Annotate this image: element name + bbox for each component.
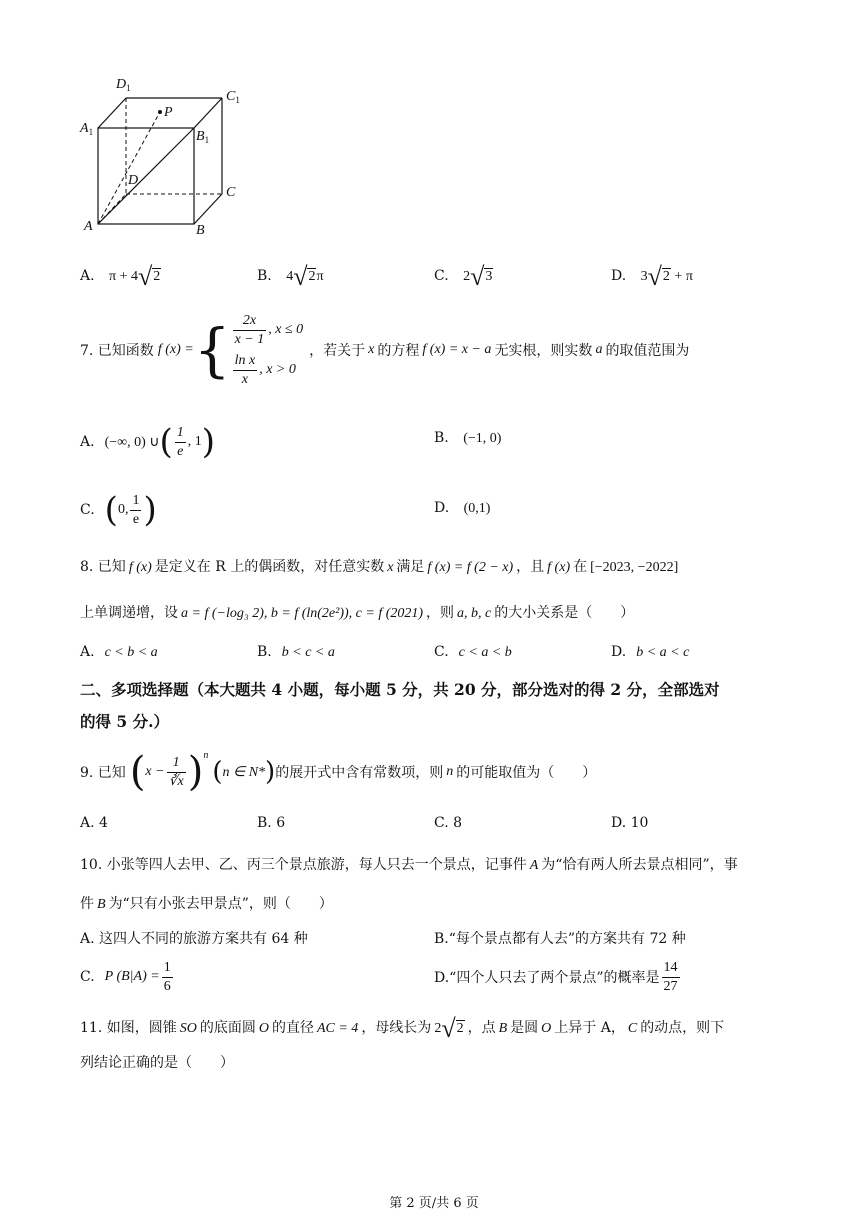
label-d: D bbox=[128, 173, 139, 188]
q6-option-b: B. 4√2π bbox=[257, 262, 324, 291]
q7-option-c: C. ( 0, $\frac{1}{e}$ ) bbox=[80, 490, 157, 530]
label-a1: $A_1$ bbox=[80, 121, 94, 137]
q8-option-d: D. b < a < c bbox=[611, 644, 690, 660]
q9-option-c: C. 8 bbox=[434, 815, 463, 831]
label-b: B bbox=[196, 223, 205, 238]
label-c1: $C_1$ bbox=[226, 89, 240, 105]
q10-option-b: B.“每个景点都有人去”的方案共有 72 种 bbox=[434, 931, 686, 947]
q6-option-d: D. 3√2 + π bbox=[611, 262, 693, 291]
q7-option-a: A. (−∞, 0) ∪ ( $\frac{1}{e}$ , 1 ) bbox=[80, 422, 216, 462]
label-d1: $D_1$ bbox=[116, 77, 131, 93]
q11-line1: 11. 如图，圆锥 SO 的底面圆 O 的直径 AC = 4 ，母线长为 2√2 ，点 B 是圆 O 上异于 A， C 的动点，则下 bbox=[80, 1014, 725, 1043]
q7-option-d: D. (0,1) bbox=[434, 500, 491, 516]
cube-figure bbox=[78, 70, 258, 240]
q10-line2: 件 B 为“只有小张去甲景点”，则（ ） bbox=[80, 896, 333, 912]
q10-option-d: D.“四个人只去了两个景点”的概率是 $\frac{14}{27}$ bbox=[434, 959, 678, 994]
label-c: C bbox=[226, 185, 236, 200]
label-a: A bbox=[84, 219, 93, 234]
page-footer: 第 2 页/共 6 页 bbox=[389, 1196, 479, 1211]
q8-option-b: B. b < c < a bbox=[257, 644, 335, 660]
q9-option-a: A. 4 bbox=[80, 815, 108, 831]
q10-option-c: C. P (B|A) = $\frac{1}{6}$ bbox=[80, 959, 171, 994]
label-p: P bbox=[164, 105, 173, 120]
q9-option-d: D. 10 bbox=[611, 815, 649, 831]
q6-option-c: C. 2√3 bbox=[434, 262, 493, 291]
q8-option-a: A. c < b < a bbox=[80, 644, 158, 660]
q6-option-a: A. π + 4√2 bbox=[80, 262, 161, 291]
section-heading: 二、多项选择题（本大题共 4 小题，每小题 5 分，共 20 分，部分选对的得 2 分，全部选对 bbox=[80, 680, 720, 699]
q8-line1: 8. 已知 f (x) 是定义在 R 上的偶函数，对任意实数 x 满足 f (x) = f (2 − x) ，且 f (x) 在 [−2023, −2022] bbox=[80, 559, 679, 575]
q9-stem: 9. 已知 ( x − $\frac{1}{∛x}$ ) n ( n ∈ N* ) 的展开式中含有常数项，则 n 的可能取值为（ ） bbox=[80, 749, 597, 795]
label-b1: $B_1$ bbox=[196, 129, 210, 145]
q8-line2: 上单调递增，设 a = f (−log₃ 2), b = f (ln(2e²)), c = f (2021) ，则 a, b, c 的大小关系是（ ） bbox=[80, 605, 635, 621]
q9-option-b: B. 6 bbox=[257, 815, 286, 831]
q8-option-c: C. c < a < b bbox=[434, 644, 512, 660]
section-heading-cont: 的得 5 分.） bbox=[80, 712, 169, 731]
q7-option-b: B. (−1, 0) bbox=[434, 430, 502, 446]
q10-line1: 10. 小张等四人去甲、乙、丙三个景点旅游，每人只去一个景点，记事件 A 为“恰有两人所去景点相同”，事 bbox=[80, 857, 738, 873]
q7-stem: 7. 已知函数 f (x) = { $\frac{2x}{x - 1}$ , x ≤ 0 $\frac{\text{ln x}}{x}$ , x > 0 ，若关于 x 的方程 f (x) = x − a 无实根，则实数 a 的取值范围为 bbox=[80, 312, 690, 387]
q11-line2: 列结论正确的是（ ） bbox=[80, 1055, 234, 1071]
q10-option-a: A. 这四人不同的旅游方案共有 64 种 bbox=[80, 931, 308, 947]
